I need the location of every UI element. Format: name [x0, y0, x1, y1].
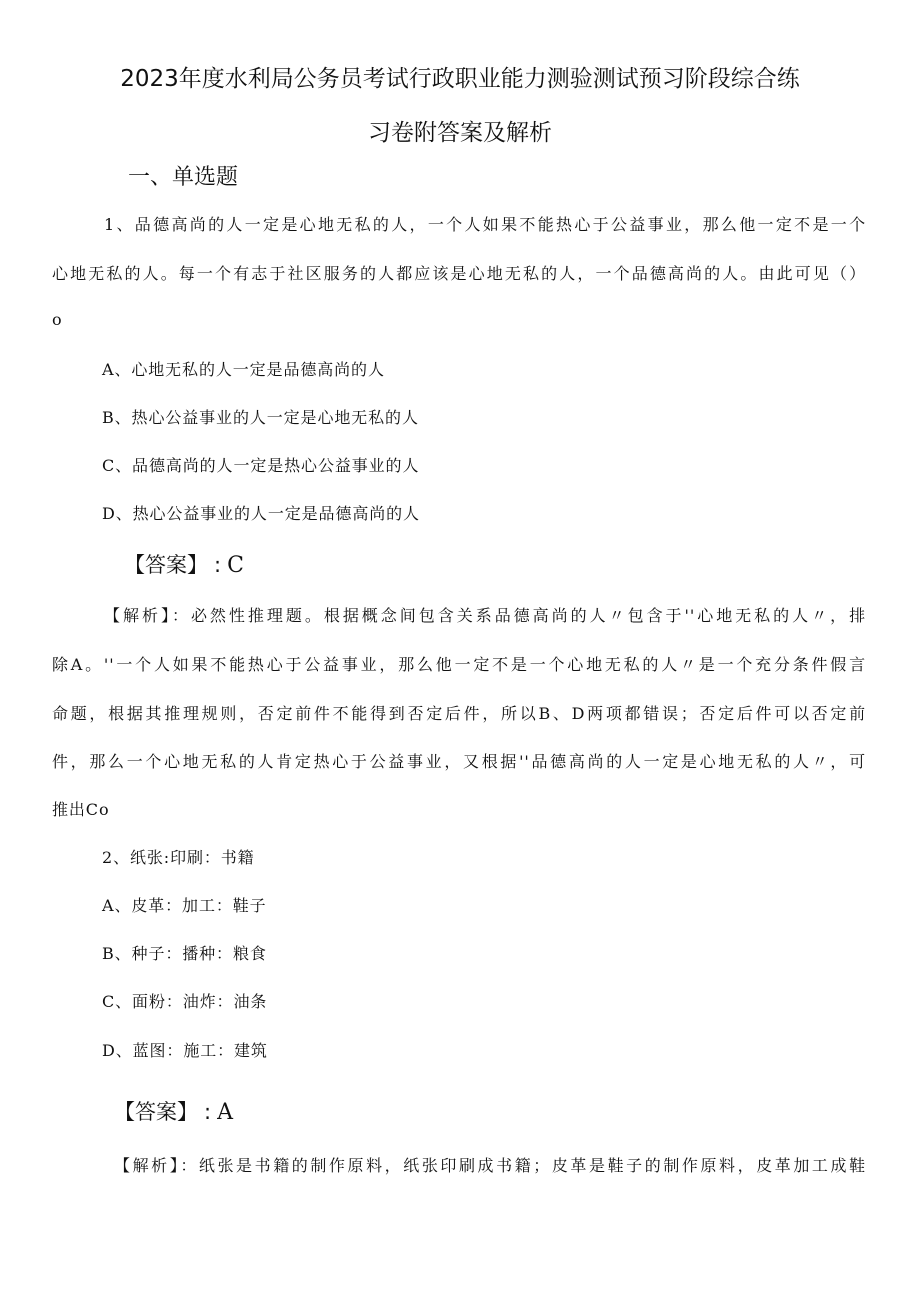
question-1-option-d: D、热心公益事业的人一定是品德高尚的人	[102, 504, 420, 523]
document-title-line-1: 2023年度水利局公务员考试行政职业能力测验测试预习阶段综合练	[120, 66, 800, 92]
answer-value: C	[227, 553, 244, 578]
question-1-option-a: A、心地无私的人一定是品德高尚的人	[102, 360, 385, 379]
question-2-option-b: B、种子：播种：粮食	[102, 944, 267, 963]
question-1-analysis-line-2: 除A。''一个人如果不能热心于公益事业，那么他一定不是一个心地无私的人〃是一个充分条件假言	[52, 655, 866, 674]
answer-separator: :	[204, 1100, 212, 1124]
question-1-option-c: C、品德高尚的人一定是热心公益事业的人	[102, 456, 420, 475]
answer-separator: :	[214, 553, 222, 577]
question-2-stem: 2、纸张:印刷：书籍	[102, 848, 255, 867]
question-1-analysis-line-4: 件，那么一个心地无私的人肯定热心于公益事业，又根据''品德高尚的人一定是心地无私的人〃，可	[52, 752, 866, 771]
question-2-answer	[114, 1096, 233, 1126]
analysis-label: 【解析】	[104, 606, 172, 625]
question-1-stem-line-3: o	[52, 310, 63, 329]
analysis-text: ：纸张是书籍的制作原料，纸张印刷成书籍；皮革是鞋子的制作原料，皮革加工成鞋	[180, 1156, 866, 1175]
question-2-option-c: C、面粉：油炸：油条	[102, 992, 268, 1011]
question-1-stem-line-1: 1、品德高尚的人一定是心地无私的人，一个人如果不能热心于公益事业，那么他一定不是一个	[104, 215, 866, 234]
analysis-text: ：必然性推理题。根据概念间包含关系品德高尚的人〃包含于''心地无私的人〃，排	[171, 606, 866, 625]
answer-label: 【答案】	[124, 553, 208, 577]
question-1-answer	[124, 549, 244, 579]
question-1-analysis-line-3: 命题，根据其推理规则，否定前件不能得到否定后件，所以B、D两项都错误；否定后件可以否定前	[52, 704, 866, 723]
question-1-analysis-line-5: 推出Co	[52, 800, 110, 819]
question-2-option-d: D、蓝图：施工：建筑	[102, 1041, 268, 1060]
question-2-option-a: A、皮革：加工：鞋子	[102, 896, 267, 915]
question-2-analysis-line-1	[114, 1153, 866, 1175]
question-1-option-b: B、热心公益事业的人一定是心地无私的人	[102, 408, 419, 427]
analysis-label: 【解析】	[114, 1156, 181, 1175]
question-1-analysis-line-1	[104, 603, 866, 625]
answer-label: 【答案】	[114, 1100, 198, 1124]
question-1-stem-line-2: 心地无私的人。每一个有志于社区服务的人都应该是心地无私的人，一个品德高尚的人。由此可见（）	[52, 264, 866, 283]
document-title-line-2: 习卷附答案及解析	[368, 120, 552, 146]
section-heading: 一、单选题	[128, 165, 239, 190]
answer-value: A	[217, 1100, 233, 1125]
